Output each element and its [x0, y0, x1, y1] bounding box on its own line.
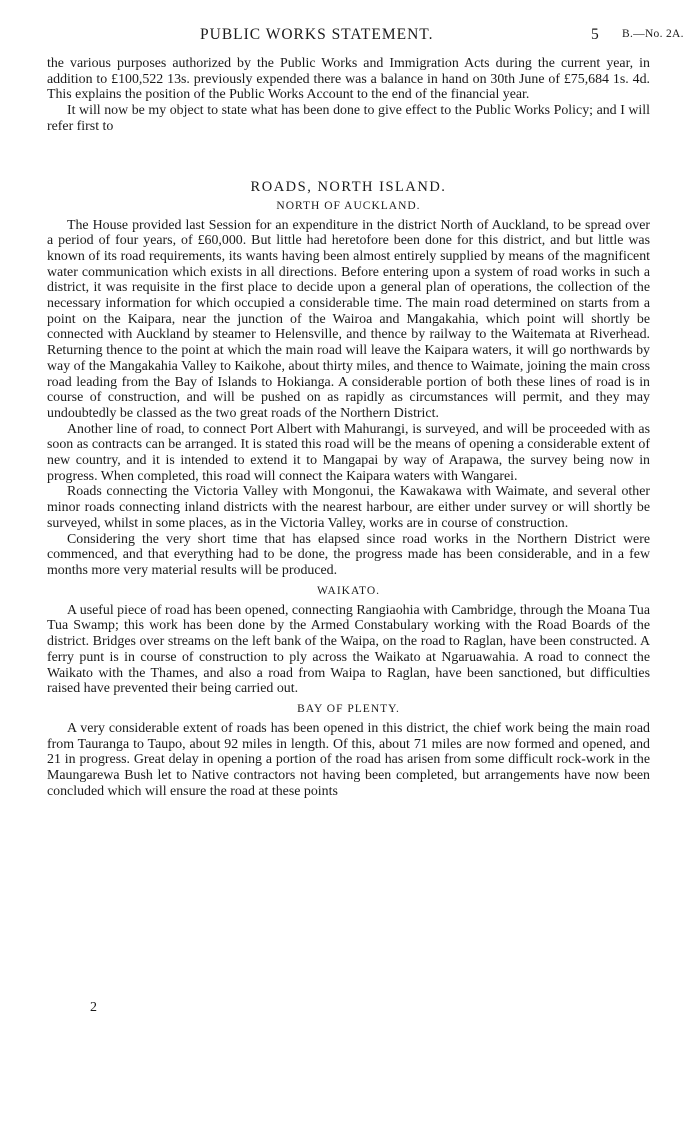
- body-paragraph: A useful piece of road has been opened, connecting Rangiaohia with Cambridge, through the Moana Tua Tua Swamp; this work has been done by the Armed Constabulary working with the Road Boards of the district. Bridges over streams on the left bank of the Waipa, on the road to Raglan, have been constructed. A ferry punt is in course of construction to ply across the Waikato at Ngaruawahia. A road to connect the Waikato with the Thames, and also a road from Waipa to Raglan, have been sanctioned, but difficulties raised have prevented their being carried out.: [47, 602, 650, 697]
- intro-paragraph: the various purposes authorized by the Public Works and Immigration Acts during the current year, in addition to £100,522 13s. previously expended there was a balance in hand on 30th June of £75,684 1s. 4d. This explains the position of the Public Works Account to the end of the financial year.: [47, 56, 650, 103]
- body-paragraph: Roads connecting the Victoria Valley with Mongonui, the Kawakawa with Waimate, and several other minor roads connecting inland districts with the nearest harbour, are either under survey or will shortly be surveyed, whilst in some places, as in the Victoria Valley, works are in course of construction.: [47, 484, 650, 531]
- body-paragraph: A very considerable extent of roads has been opened in this district, the chief work being the main road from Tauranga to Taupo, about 92 miles in length. Of this, about 71 miles are now formed and opened, and 21 in progress. Great delay in opening a portion of the road has arisen from some difficult rock-work in the Maungarewa Bush let to Native contractors not having been completed, but arrangements have now been concluded which will ensure the road at these points: [47, 720, 650, 799]
- subsection-heading: WAIKATO.: [316, 584, 381, 597]
- printer-signature-mark: 2: [90, 1000, 97, 1015]
- body-paragraph: Another line of road, to connect Port Albert with Mahurangi, is surveyed, and will be proceeded with as soon as contracts can be arranged. It is stated this road will be the means of opening a considerable extent of new country, and it is intended to extend it to Mangapai by way of Arapawa, the survey being now in progress. When completed, this road will connect the Kaipara waters with Wangarei.: [47, 421, 650, 484]
- body-paragraph: The House provided last Session for an expenditure in the district North of Auckland, to be spread over a period of four years, of £60,000. But little had heretofore been done for this district, and but little was known of its road requirements, its wants having been almost entirely supplied by means of the magnificent water communication which exists in all directions. Before entering upon a system of road works in such a district, it was requisite in the first place to decide upon a general plan of operations, the collection of the necessary information for which occupied a considerable time. The main road determined on starts from a point on the Kaipara, near the junction of the Wairoa and Mangakahia, which point will shortly be connected with Auckland by steamer to Helensville, and thence by railway to the Waitemata at Riverhead. Returning thence to the point at which the main road will leave the Kaipara waters, it will go northwards by way of the Mangakahia Valley to Kaikohe, about thirty miles, and thence to Waimate, joining the main cross road leading from the Bay of Islands to Hokianga. A considerable portion of both these lines of road is in course of construction, and will be pushed on as rapidly as circumstances will permit, and they may undoubtedly be classed as the two great roads of the Northern District.: [47, 217, 650, 421]
- body-paragraph: Considering the very short time that has elapsed since road works in the Northern District were commenced, and that everything had to be done, the progress made has been considerable, and in a few months more very material results will be produced.: [47, 531, 650, 578]
- document-reference: B.—No. 2A.: [622, 28, 684, 40]
- page-body: [47, 56, 650, 799]
- page-number: 5: [591, 26, 599, 43]
- intro-paragraph: It will now be my object to state what has been done to give effect to the Public Works Policy; and I will refer first to: [47, 103, 650, 134]
- subsection-heading: NORTH OF AUCKLAND.: [276, 199, 421, 212]
- running-title: PUBLIC WORKS STATEMENT.: [200, 26, 434, 43]
- page-header: [0, 26, 700, 46]
- section-title: ROADS, NORTH ISLAND.: [250, 178, 447, 195]
- subsection-heading: BAY OF PLENTY.: [297, 702, 400, 715]
